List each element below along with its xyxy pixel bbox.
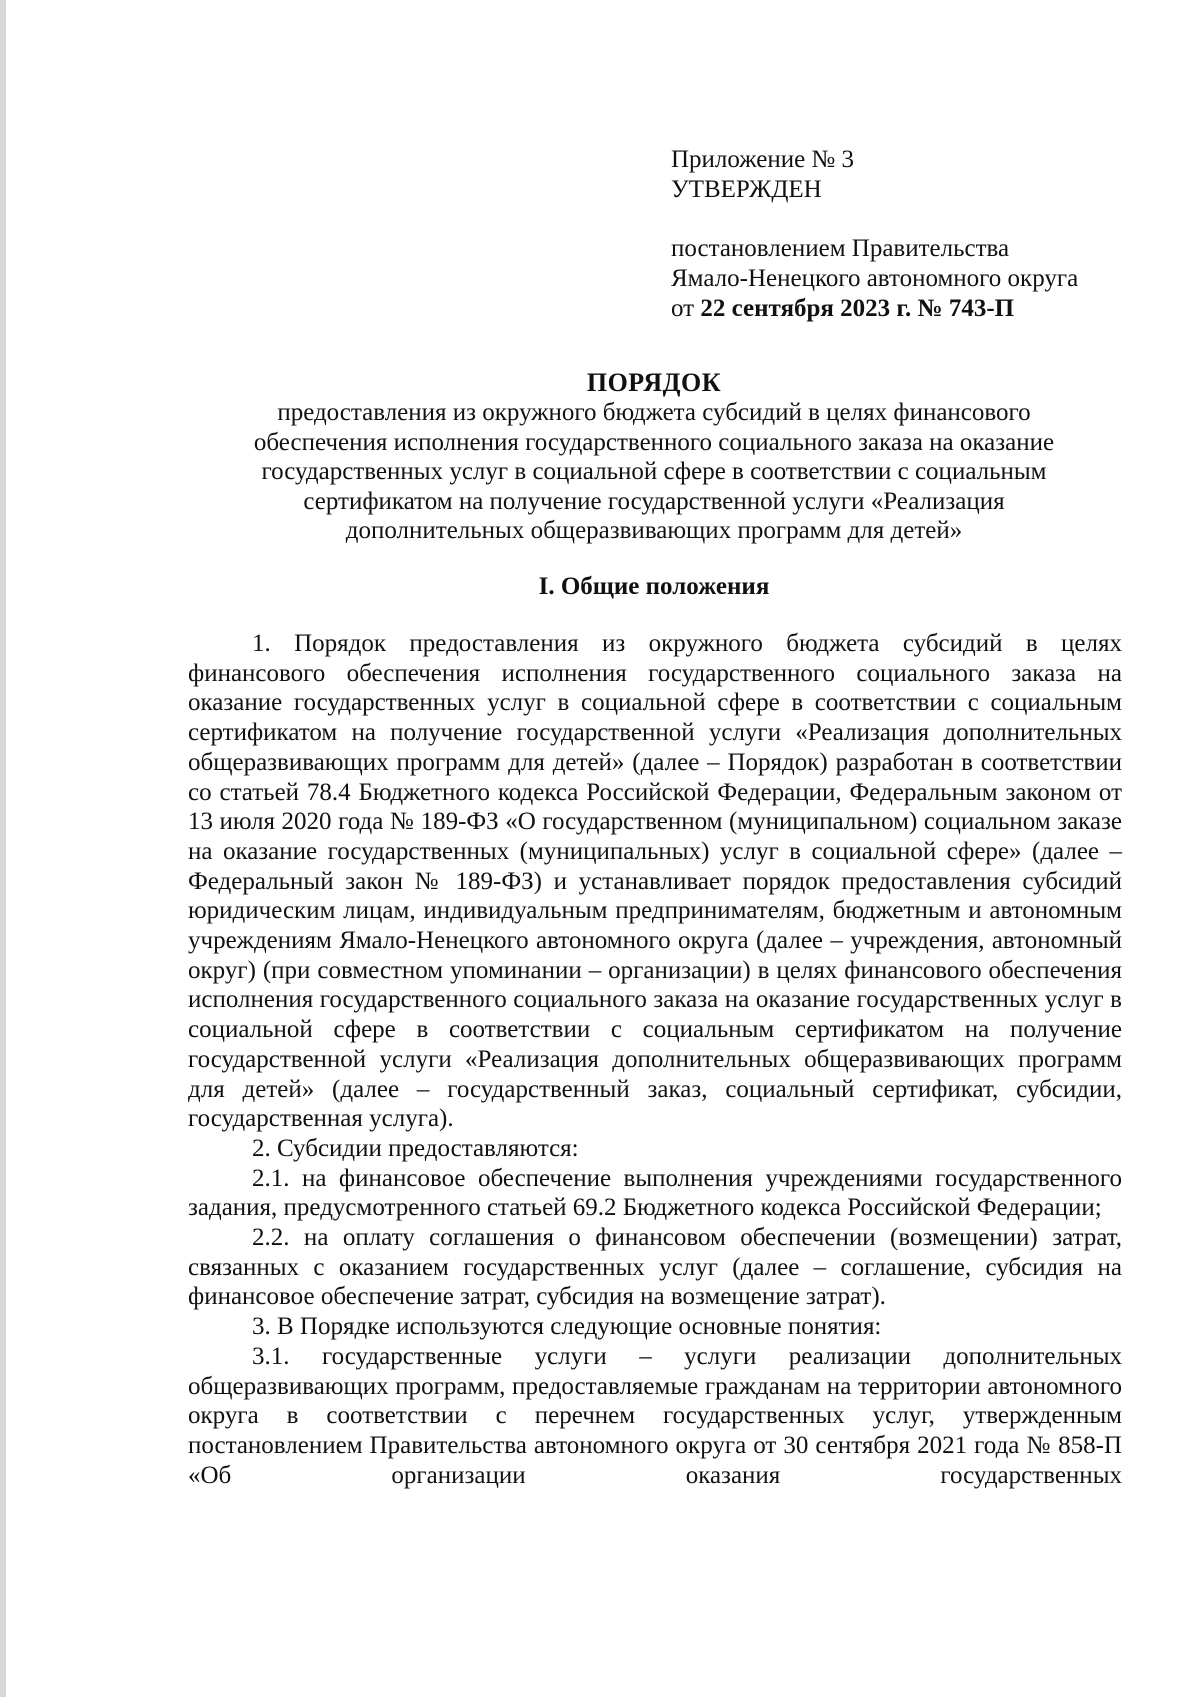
paragraph-3-1: 3.1. государственные услуги – услуги реализации дополнительных общеразвивающих программ, предоставляемые гражданам на территории автономного округа в соответствии с перечнем государственных услуг, утвержденным постановлением Правительства автономного округа от 30 сентября 2021 года № 858-П «Об организации оказания государственных [188, 1342, 1122, 1489]
subtitle-line: предоставления из окружного бюджета субсидий в целях финансового [277, 399, 1031, 426]
scan-edge [0, 0, 6, 1697]
subtitle-line: государственных услуг в социальной сфере в соответствии с социальным [261, 458, 1047, 486]
approval-date-prefix: от [671, 294, 701, 322]
document-title: ПОРЯДОК [586, 368, 722, 397]
document-title-block [186, 368, 1122, 546]
approval-by-line-1: постановлением Правительства [671, 235, 1010, 263]
document-subtitle [186, 398, 1122, 546]
document-body [188, 629, 1122, 1490]
approval-date-value: 22 сентября 2023 г. № 743-П [700, 294, 1015, 322]
approval-date-line [671, 294, 1171, 324]
section-heading: I. Общие положения [538, 573, 770, 600]
subtitle-line: дополнительных общеразвивающих программ для детей» [345, 517, 963, 545]
subtitle-line: обеспечения исполнения государственного социального заказа на оказание [253, 428, 1055, 456]
paragraph-2-1: 2.1. на финансовое обеспечение выполнения учреждениями государственного задания, предусмотренного статьей 69.2 Бюджетного кодекса Российской Федерации; [188, 1164, 1122, 1222]
approval-gap [671, 204, 1171, 234]
approved-label: УТВЕРЖДЕН [671, 175, 822, 203]
approval-by-line-2: Ямало-Ненецкого автономного округа [671, 265, 1079, 293]
paragraph-2-2: 2.2. на оплату соглашения о финансовом обеспечении (возмещении) затрат, связанных с оказанием государственных услуг (далее – соглашение, субсидия на финансовое обеспечение затрат, субсидия на возмещение затрат). [188, 1224, 1122, 1311]
appendix-number: Приложение № 3 [671, 146, 855, 173]
paragraph-2: 2. Субсидии предоставляются: [252, 1134, 579, 1162]
paragraph-1: 1. Порядок предоставления из окружного бюджета субсидий в целях финансового обеспечения исполнения государственного социального заказа на оказание государственных услуг в социальной сфере в соответствии с социальным сертификатом на получение государственной услуги «Реализация дополнительных общеразвивающих программ для детей» (далее – Порядок) разработан в соответствии со статьей 78.4 Бюджетного кодекса Российской Федерации, Федеральным законом от 13 июля 2020 года № 189-ФЗ «О государственном (муниципальном) социальном заказе на оказание государственных (муниципальных) услуг в социальной сфере» (далее – Федеральный закон № 189-ФЗ) и устанавливает порядок предоставления субсидий юридическим лицам, индивидуальным предпринимателям, бюджетным и автономным учреждениям Ямало-Ненецкого автономного округа (далее – учреждения, автономный округ) (при совместном упоминании – организации) в целях финансового обеспечения исполнения государственного социального заказа на оказание государственных услуг в социальной сфере в соответствии с социальным сертификатом на получение государственной услуги «Реализация дополнительных общеразвивающих программ для детей» (далее – государственный заказ, социальный сертификат, субсидии, государственная услуга). [188, 630, 1122, 1133]
subtitle-line: сертификатом на получение государственной услуги «Реализация [303, 487, 1005, 515]
paragraph-3: 3. В Порядке используются следующие основные понятия: [252, 1313, 882, 1341]
approval-stamp-block [671, 145, 1171, 324]
